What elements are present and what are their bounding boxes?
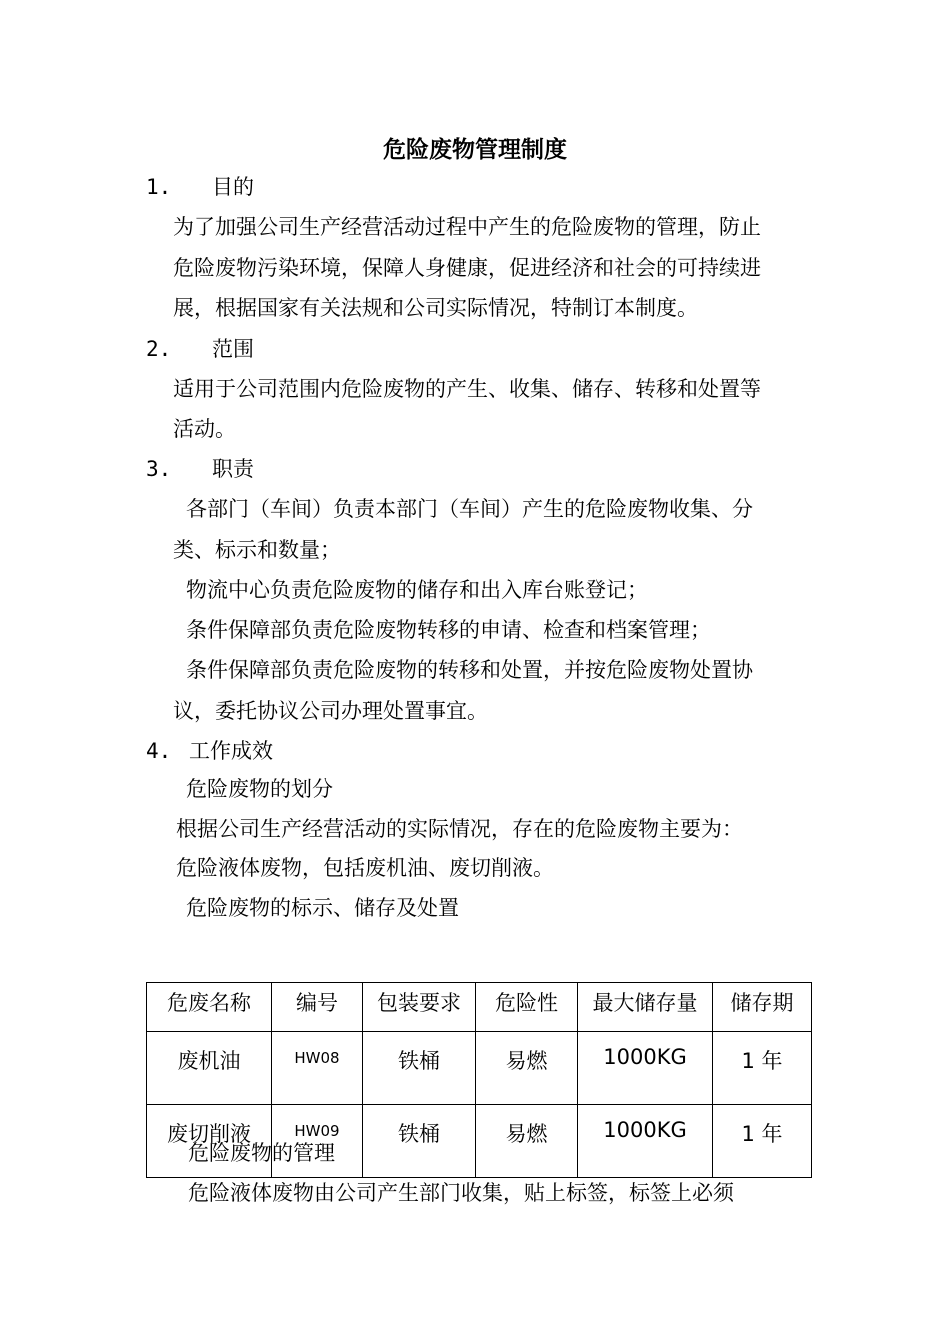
- section-4-line-4: 危险废物的标示、储存及处置: [186, 896, 459, 920]
- table-cell: 1000KG: [578, 1032, 713, 1105]
- section-3-line-4: 条件保障部负责危险废物转移的申请、检查和档案管理；: [186, 618, 711, 642]
- table-row: [147, 1032, 812, 1105]
- after-table-line-2: 危险液体废物由公司产生部门收集，贴上标签，标签上必须: [188, 1181, 734, 1205]
- section-3-line-2: 类、标示和数量；: [173, 538, 341, 562]
- section-4-line-3: 危险液体废物，包括废机油、废切削液。: [176, 856, 554, 880]
- section-2-line-2: 活动。: [173, 417, 236, 441]
- table-cell: 1 年: [713, 1105, 812, 1178]
- section-2-line-1: 适用于公司范围内危险废物的产生、收集、储存、转移和处置等: [173, 377, 761, 401]
- section-1-line-1: 为了加强公司生产经营活动过程中产生的危险废物的管理，防止: [173, 215, 761, 239]
- table-cell: 废切削液: [147, 1105, 272, 1178]
- table-header-row: [147, 983, 812, 1032]
- section-1-line-3: 展，根据国家有关法规和公司实际情况，特制订本制度。: [173, 296, 698, 320]
- section-4-line-1: 危险废物的划分: [186, 777, 333, 801]
- table-cell: 易燃: [476, 1105, 578, 1178]
- table-cell: HW09: [272, 1105, 363, 1178]
- section-3-line-5: 条件保障部负责危险废物的转移和处置，并按危险废物处置协: [186, 658, 753, 682]
- section-4-line-2: 根据公司生产经营活动的实际情况，存在的危险废物主要为：: [176, 817, 743, 841]
- section-2-number: 2.: [146, 337, 172, 361]
- table-cell: 铁桶: [363, 1032, 476, 1105]
- section-3-number: 3.: [146, 457, 172, 481]
- table-header-cell: 储存期: [713, 983, 812, 1032]
- section-2-heading: 范围: [212, 337, 254, 361]
- section-3-line-3: 物流中心负责危险废物的储存和出入库台账登记；: [186, 578, 648, 602]
- page-title: 危险废物管理制度: [383, 137, 567, 163]
- section-1-number: 1.: [146, 175, 172, 199]
- section-3-heading: 职责: [212, 457, 254, 481]
- section-1-heading: 目的: [212, 175, 254, 199]
- section-3-line-1: 各部门（车间）负责本部门（车间）产生的危险废物收集、分: [186, 497, 753, 521]
- table-cell: 1000KG: [578, 1105, 713, 1178]
- table-cell: 废机油: [147, 1032, 272, 1105]
- table-header-cell: 最大储存量: [578, 983, 713, 1032]
- table-header-cell: 编号: [272, 983, 363, 1032]
- section-4-number: 4.: [146, 739, 172, 763]
- section-3-line-6: 议，委托协议公司办理处置事宜。: [173, 699, 488, 723]
- table-header-cell: 包装要求: [363, 983, 476, 1032]
- table-header-cell: 危废名称: [147, 983, 272, 1032]
- table-cell: 易燃: [476, 1032, 578, 1105]
- table-header-cell: 危险性: [476, 983, 578, 1032]
- table-cell: 铁桶: [363, 1105, 476, 1178]
- section-4-heading: 工作成效: [189, 739, 273, 763]
- section-1-line-2: 危险废物污染环境，保障人身健康，促进经济和社会的可持续进: [173, 256, 761, 280]
- after-table-line-1: 危险废物的管理: [188, 1141, 335, 1165]
- table-cell: 1 年: [713, 1032, 812, 1105]
- table-cell: HW08: [272, 1032, 363, 1105]
